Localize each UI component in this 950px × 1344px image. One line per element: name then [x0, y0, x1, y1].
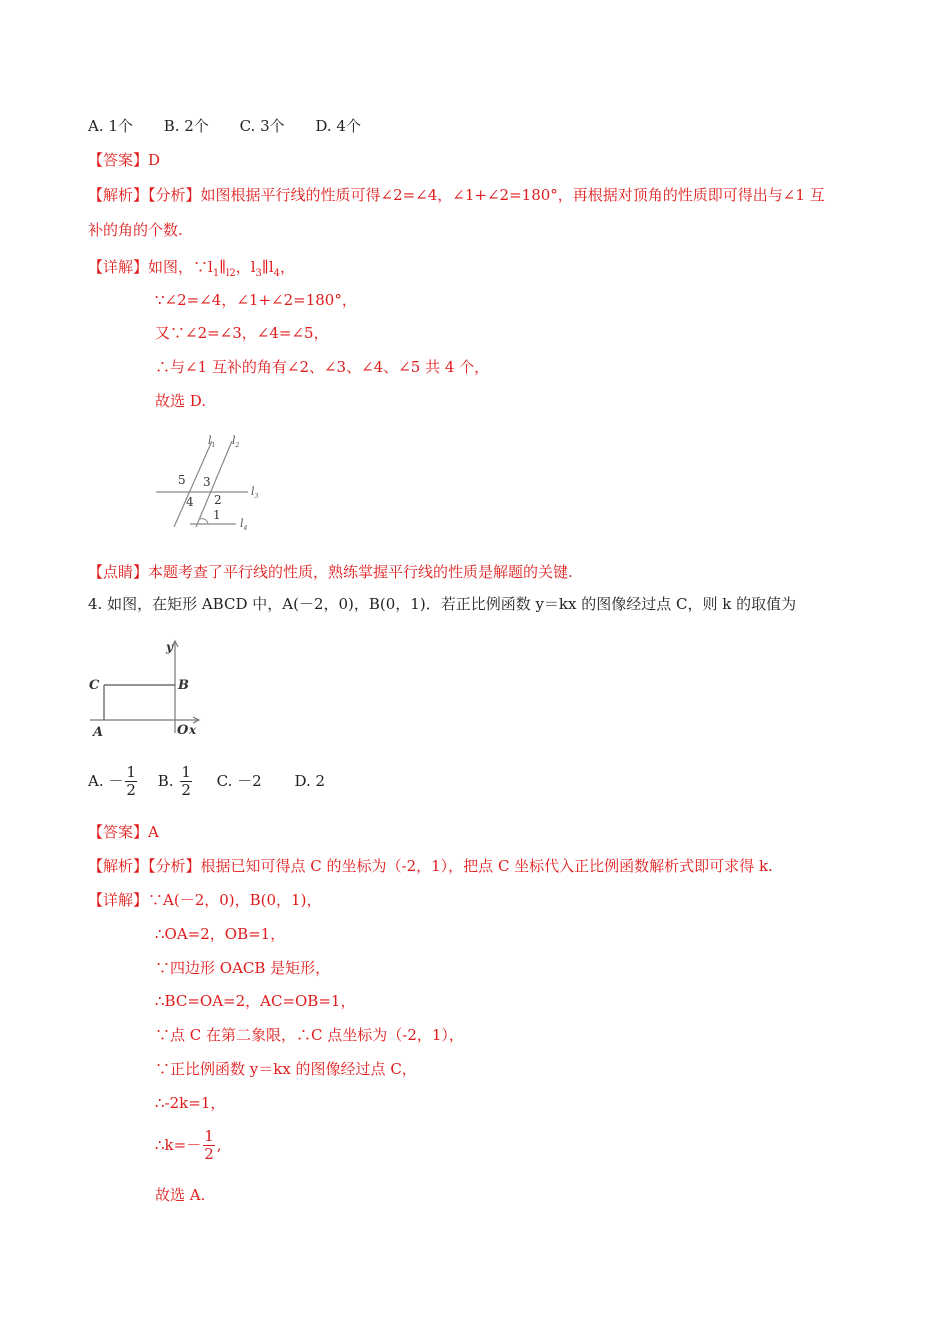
- q4-option-a-fraction: $\frac{1}{2}$: [126, 762, 136, 799]
- label-l2: $l_2$: [232, 434, 240, 449]
- q4-option-c: C. －2: [216, 772, 262, 790]
- label-l1: $l_1$: [208, 434, 216, 449]
- q3-detail-step: ∵∠2=∠4，∠1+∠2=180°，: [155, 291, 357, 309]
- q4-k-fraction: $\frac{1}{2}$: [204, 1126, 214, 1163]
- label-b: B: [178, 678, 189, 693]
- q4-detail-step: ∴-2k=1，: [155, 1094, 226, 1112]
- label-x: x: [189, 723, 197, 737]
- q4-k-value: ∴k=－ $\frac{1}{2}$ ,: [155, 1126, 222, 1163]
- q4-option-a: A. － $\frac{1}{2}$: [88, 762, 136, 799]
- q4-detail-step: ∵四边形 OACB 是矩形，: [155, 959, 331, 977]
- q3-option-c: C. 3个: [239, 117, 285, 135]
- q3-detail-step: 故选 D.: [155, 392, 207, 410]
- q3-detail-first: [88, 257, 295, 284]
- q4-detail-first: [88, 890, 321, 910]
- q4-option-b: B. $\frac{1}{2}$: [157, 762, 191, 799]
- angle-label-3: 3: [203, 475, 211, 489]
- q4-analysis: 【解析】【分析】根据已知可得点 C 的坐标为（-2，1），把点 C 坐标代入正比例函数解析式即可求得 k.: [88, 857, 773, 875]
- q4-detail-step: ∵正比例函数 y＝kx 的图像经过点 C，: [155, 1060, 417, 1078]
- q3-detail-step: ∴与∠1 互补的角有∠2、∠3、∠4、∠5 共 4 个，: [155, 358, 490, 376]
- q4-answer: 【答案】A: [88, 823, 159, 841]
- q4-final: 故选 A.: [155, 1186, 206, 1204]
- q3-analysis-line2: 补的角的个数.: [88, 221, 183, 239]
- angle-1-arc: [200, 519, 208, 524]
- label-c: C: [89, 678, 100, 693]
- angle-label-4: 4: [186, 495, 194, 509]
- q3-detail-step: 又∵∠2=∠3，∠4=∠5，: [155, 324, 329, 342]
- angle-label-1: 1: [213, 508, 221, 522]
- q3-detail-head: 【详解】如图，: [88, 258, 194, 276]
- label-l4: $l_4$: [240, 517, 248, 532]
- label-a: A: [93, 725, 104, 740]
- q3-analysis-line1: 【解析】【分析】如图根据平行线的性质可得∠2=∠4，∠1+∠2=180°，再根据对顶角的性质即可得出与∠1 互: [88, 186, 825, 204]
- q4-options: [88, 760, 325, 801]
- q3-comment: 【点睛】本题考查了平行线的性质，熟练掌握平行线的性质是解题的关键.: [88, 563, 573, 581]
- label-l3: $l_3$: [251, 485, 259, 500]
- q4-detail-head: 【详解】: [88, 891, 149, 909]
- label-y: y: [166, 640, 173, 654]
- rectangle-axes-figure: [86, 638, 216, 748]
- q4-question: 4. 如图，在矩形 ABCD 中，A(－2，0)，B(0，1)．若正比例函数 y＝kx 的图像经过点 C，则 k 的取值为: [88, 595, 797, 613]
- q4-detail-step: ∴OA=2，OB=1，: [155, 925, 286, 943]
- parallel-lines-figure: [150, 433, 270, 533]
- q3-option-d: D. 4个: [315, 117, 361, 135]
- q3-detail-given: $\because l_1\parallel_{l2}$，$l_3\parallel l_4$，: [193, 258, 296, 279]
- q4-option-b-fraction: $\frac{1}{2}$: [181, 762, 191, 799]
- q3-answer: 【答案】D: [88, 151, 161, 169]
- q3-option-b: B. 2个: [163, 117, 209, 135]
- label-o: O: [177, 723, 189, 738]
- q4-detail-given: ∵A(－2，0)，B(0，1)，: [148, 891, 322, 909]
- q3-option-a: A. 1个: [88, 117, 133, 135]
- q4-detail-step: ∵点 C 在第二象限，∴C 点坐标为（-2，1），: [155, 1026, 464, 1044]
- q3-options: [88, 116, 387, 136]
- angle-label-2: 2: [214, 493, 222, 507]
- q4-detail-step: ∴BC=OA=2，AC=OB=1，: [155, 992, 356, 1010]
- angle-label-5: 5: [178, 473, 186, 487]
- q4-option-d: D. 2: [294, 772, 326, 790]
